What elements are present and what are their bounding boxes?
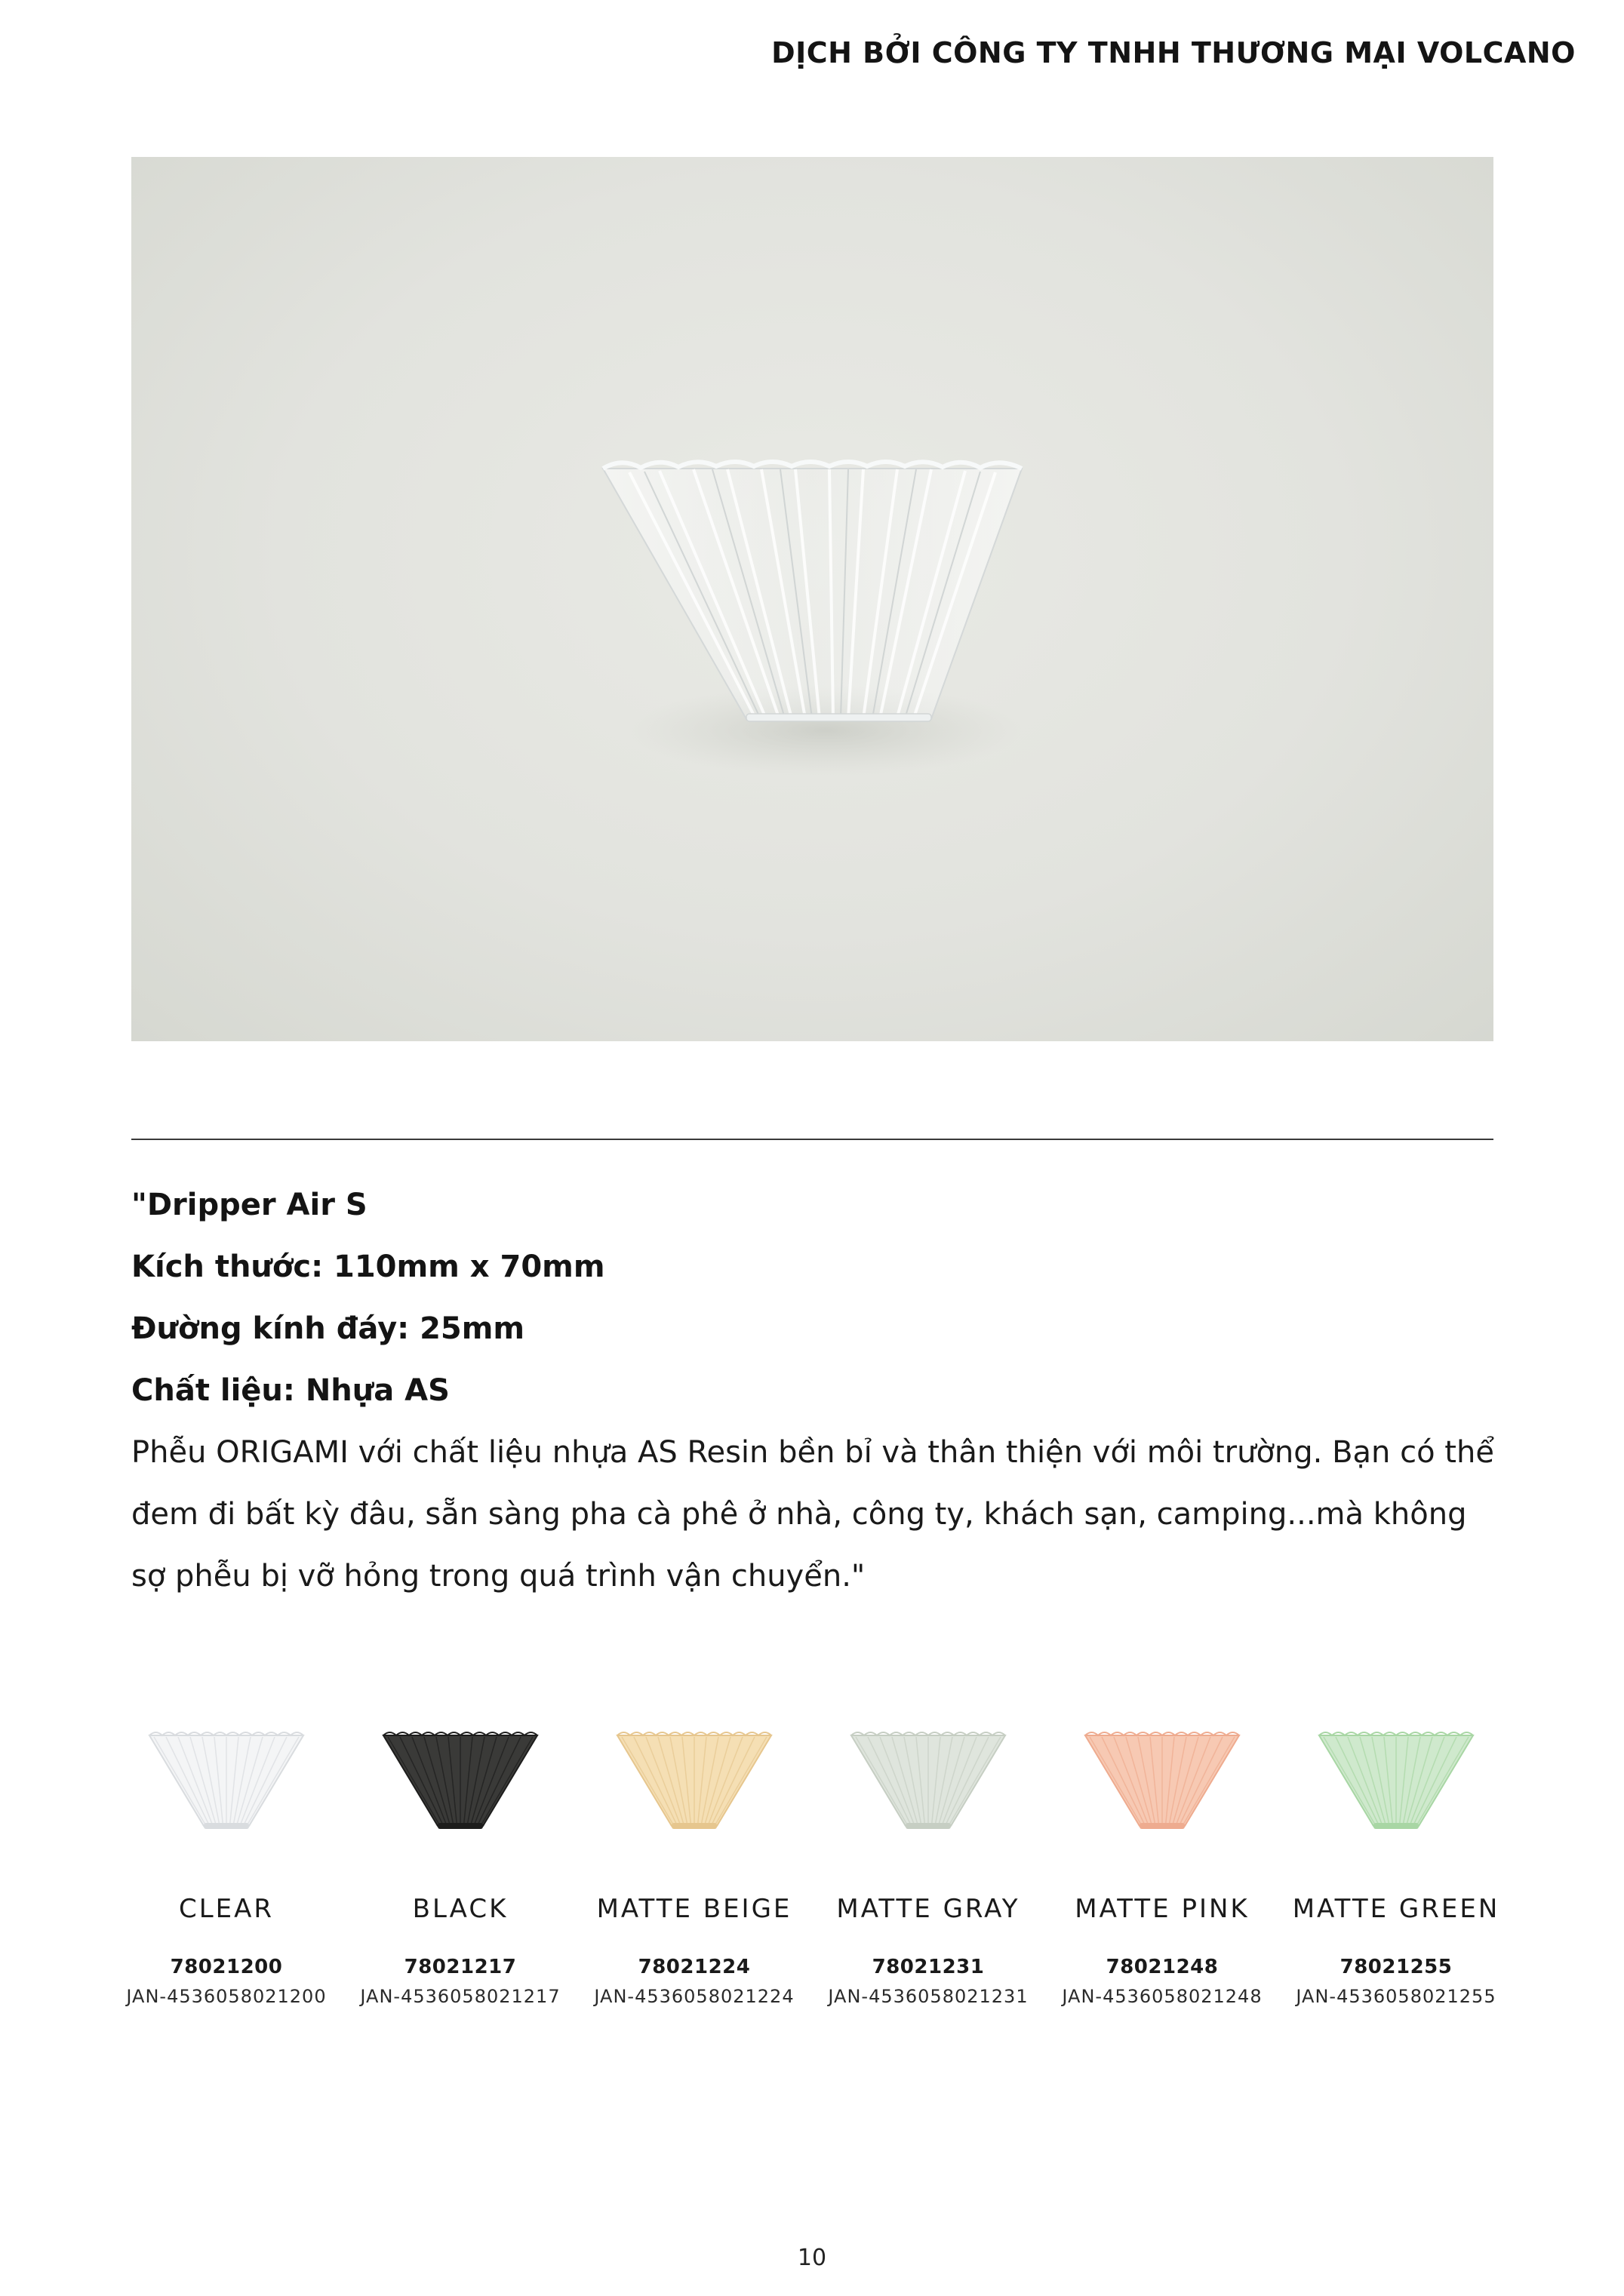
dripper-clear-icon: [143, 1713, 309, 1841]
dripper-black-icon: [377, 1713, 543, 1841]
variant-black: [347, 1713, 574, 2007]
variant-clear: [113, 1713, 340, 2007]
variant-code: 78021255: [1339, 1956, 1453, 1978]
variant-name: MATTE GREEN: [1292, 1894, 1500, 1924]
product-base-diameter: Đường kính đáy: 25mm: [131, 1311, 525, 1346]
dripper-matte-gray-icon: [845, 1713, 1011, 1841]
variant-jan: JAN-4536058021217: [360, 1986, 561, 2007]
variant-code: 78021200: [170, 1956, 283, 1978]
product-name: "Dripper Air S: [131, 1188, 368, 1222]
product-size: Kích thước: 110mm x 70mm: [131, 1249, 605, 1284]
product-spec-block: [131, 1174, 1505, 1607]
page-header-title: DỊCH BỞI CÔNG TY TNHH THƯƠNG MẠI VOLCANO: [771, 36, 1576, 69]
dripper-matte-green-icon: [1313, 1713, 1479, 1841]
variant-code: 78021231: [872, 1956, 985, 1978]
variant-jan: JAN-4536058021248: [1062, 1986, 1263, 2007]
variant-matte-gray: [815, 1713, 1041, 2007]
variant-code: 78021248: [1106, 1956, 1219, 1978]
variant-matte-pink: [1049, 1713, 1275, 2007]
product-material: Chất liệu: Nhựa AS: [131, 1373, 450, 1408]
page-number: 10: [797, 2245, 827, 2271]
variant-matte-green: [1283, 1713, 1509, 2007]
product-description: Phễu ORIGAMI với chất liệu nhựa AS Resin bền bỉ và thân thiện với môi trường. Bạn có thể đem đi bất kỳ đâu, sẵn sàng pha cà phê ở nhà, công ty, khách sạn, camping...mà không sợ phễu bị vỡ hỏng trong quá trình vận chuyển.": [131, 1435, 1494, 1594]
clear-dripper-illustration: [131, 157, 1493, 1041]
variant-code: 78021224: [638, 1956, 751, 1978]
variant-jan: JAN-4536058021200: [126, 1986, 327, 2007]
variant-code: 78021217: [404, 1956, 517, 1978]
variant-name: MATTE BEIGE: [596, 1894, 792, 1924]
section-divider: [131, 1139, 1493, 1140]
variant-jan: JAN-4536058021224: [594, 1986, 795, 2007]
dripper-matte-pink-icon: [1079, 1713, 1245, 1841]
variant-name: MATTE PINK: [1075, 1894, 1250, 1924]
dripper-matte-beige-icon: [611, 1713, 777, 1841]
product-hero-photo: [131, 157, 1493, 1041]
color-variant-list: [113, 1713, 1517, 2030]
variant-jan: JAN-4536058021231: [828, 1986, 1029, 2007]
variant-jan: JAN-4536058021255: [1296, 1986, 1496, 2007]
variant-matte-beige: [581, 1713, 807, 2007]
variant-name: BLACK: [412, 1894, 509, 1924]
variant-name: CLEAR: [178, 1894, 275, 1924]
variant-name: MATTE GRAY: [836, 1894, 1020, 1924]
